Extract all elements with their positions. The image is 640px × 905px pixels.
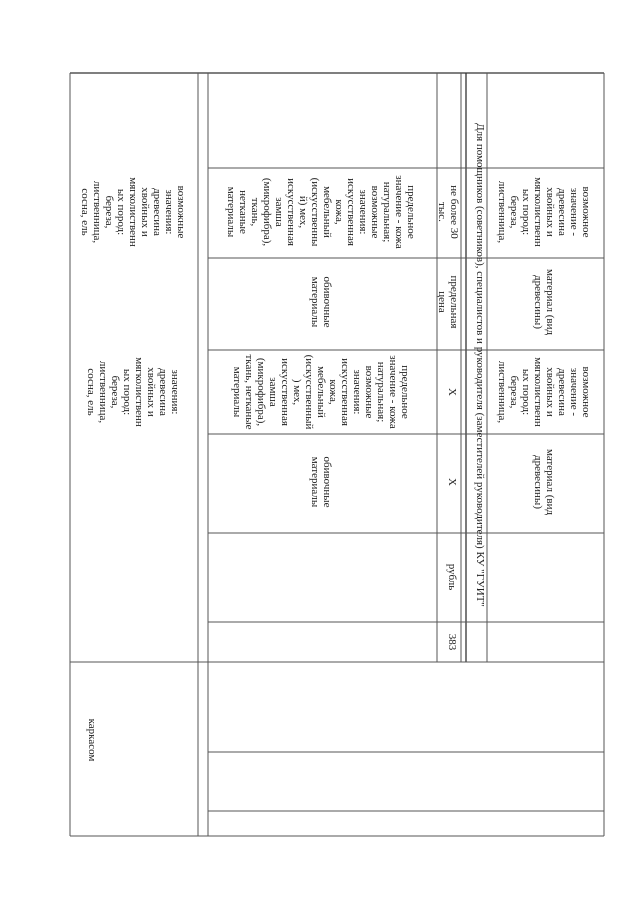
row-c-x1: X — [446, 478, 458, 486]
cell-line: лиственница, — [496, 180, 508, 244]
cell-line: искусственная — [285, 178, 297, 246]
cell-line: тыс. — [436, 202, 448, 222]
cell-line: значение - кожа — [387, 355, 399, 429]
cell-line: возможные — [369, 185, 381, 239]
row-a-name: каркасом — [86, 718, 98, 762]
cell-line: не более 30 — [448, 185, 460, 239]
cell-line: мебельный — [315, 366, 327, 418]
cell-line: мягколиственн — [133, 357, 145, 427]
cell-line: ых пород: — [115, 188, 127, 236]
row-d-col8 — [532, 269, 556, 336]
cell-line: нетканые — [237, 190, 249, 234]
row-b-col4 — [309, 456, 333, 507]
row-c-unit: рубль — [446, 563, 458, 591]
cell-line: древесина — [556, 188, 568, 236]
cell-line: древесины) — [532, 275, 544, 329]
cell-line: возможные — [175, 185, 187, 239]
cell-line: кожа, — [327, 379, 339, 405]
cell-line: (искусственный — [303, 354, 315, 430]
cell-line: материалы — [231, 366, 243, 418]
section-header: Для помощников (советников), специалистов и руководителя (заместителей руководителя) КУ "ГУИТ" — [474, 123, 486, 607]
cell-line: (искусственны — [309, 177, 321, 247]
cell-line: хвойных и — [139, 187, 151, 237]
cell-line: древесина — [157, 368, 169, 416]
cell-line: древесина — [556, 368, 568, 416]
cell-line: искусственная — [345, 178, 357, 246]
cell-line: возможные — [363, 365, 375, 419]
cell-line: сосна, ель — [79, 188, 91, 236]
cell-line: предельная — [448, 275, 460, 329]
cell-line: предельное — [399, 365, 411, 419]
cell-line: береза, — [508, 375, 520, 409]
cell-line: лиственница, — [97, 360, 109, 424]
row-c-code: 383 — [446, 633, 458, 651]
cell-line: натуральная; — [375, 361, 387, 423]
cell-line: значение - — [568, 367, 580, 417]
cell-line: древесины) — [532, 455, 544, 509]
cell-line: лиственница, — [496, 360, 508, 424]
cell-line: мягколиственн — [532, 177, 544, 247]
cell-line: хвойных и — [145, 367, 157, 417]
cell-line: возможное — [580, 186, 592, 238]
cell-line: хвойных и — [544, 187, 556, 237]
cell-line: (микрофибра), — [261, 177, 273, 247]
cell-line: замша — [267, 377, 279, 407]
cell-line: значения: — [163, 189, 175, 235]
cell-line: значение - кожа — [393, 175, 405, 249]
cell-line: значение - — [568, 187, 580, 237]
cell-line: мягколиственн — [532, 357, 544, 427]
cell-line: береза, — [103, 195, 115, 229]
cell-line: материалы — [309, 456, 321, 508]
cell-line: береза, — [109, 375, 121, 409]
cell-line: возможное — [580, 366, 592, 418]
cell-line: мягколиственн — [127, 177, 139, 247]
cell-line: лиственница, — [91, 180, 103, 244]
row-b-col8 — [309, 276, 333, 327]
cell-line: значения: — [357, 189, 369, 235]
cell-line: предельное — [405, 185, 417, 239]
cell-line: й) мех, — [297, 195, 309, 229]
cell-line: искусственная — [279, 358, 291, 426]
cell-line: ткань, нетканые — [243, 354, 255, 430]
cell-line: натуральная; — [381, 181, 393, 243]
cell-line: ) мех, — [291, 378, 303, 406]
cell-line: мебельный — [321, 186, 333, 238]
cell-line: материал (вид — [544, 268, 556, 336]
cell-line: материалы — [309, 276, 321, 328]
cell-line: материал (вид — [544, 448, 556, 516]
cell-line: обивочные — [321, 276, 333, 328]
cell-line: значения: — [351, 369, 363, 415]
row-c-x2: X — [446, 388, 458, 396]
cell-line: хвойных и — [544, 367, 556, 417]
cell-line: искусственная — [339, 358, 351, 426]
cell-line: береза, — [508, 195, 520, 229]
cell-line: ткань, — [249, 197, 261, 227]
cell-line: кожа, — [333, 199, 345, 225]
cell-line: ых пород: — [121, 368, 133, 416]
cell-line: (микрофибра), — [255, 357, 267, 427]
cell-line: древесина — [151, 188, 163, 236]
cell-line: материалы — [225, 186, 237, 238]
cell-line: значения: — [169, 369, 181, 415]
cell-line: ых пород: — [520, 188, 532, 236]
cell-line: обивочные — [321, 456, 333, 508]
cell-line: цена — [436, 291, 448, 313]
row-d-col4 — [532, 449, 556, 516]
cell-line: ых пород: — [520, 368, 532, 416]
cell-line: замша — [273, 197, 285, 227]
cell-line: сосна, ель — [85, 368, 97, 416]
